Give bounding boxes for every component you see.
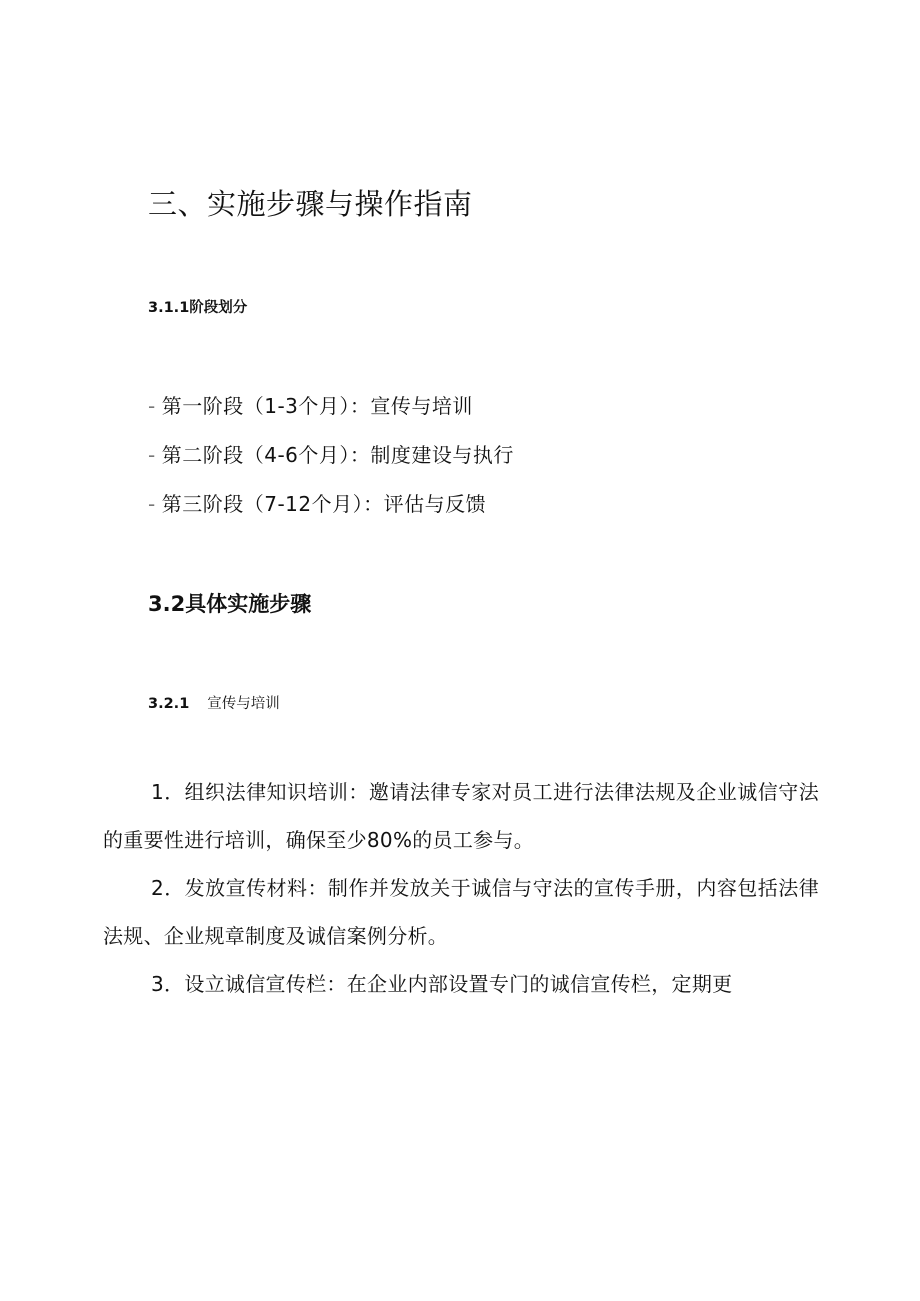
subsection-number: 3.2.1	[148, 696, 190, 712]
list-dash: -	[148, 443, 156, 467]
subsection-3-1-1-heading: 3.1.1阶段划分	[148, 300, 248, 316]
list-dash: -	[148, 394, 156, 418]
phase-text: 第一阶段（1-3个月）：宣传与培训	[161, 394, 473, 418]
paragraph-1: 1．组织法律知识培训：邀请法律专家对员工进行法律法规及企业诚信守法的重要性进行培训，确保至少80%的员工参与。	[103, 780, 819, 852]
section-title: 三、实施步骤与操作指南	[148, 187, 473, 221]
phase-item-1	[148, 390, 473, 419]
phase-item-2	[148, 439, 514, 468]
subsection-title: 宣传与培训	[207, 696, 280, 712]
subsection-3-2-heading: 3.2具体实施步骤	[148, 592, 312, 616]
paragraph-3: 3．设立诚信宣传栏：在企业内部设置专门的诚信宣传栏，定期更	[151, 972, 733, 996]
phase-text: 第二阶段（4-6个月）：制度建设与执行	[161, 443, 514, 467]
list-dash: -	[148, 492, 156, 516]
phase-text: 第三阶段（7-12个月）：评估与反馈	[161, 492, 487, 516]
subsection-3-2-1-heading	[148, 692, 280, 713]
paragraph-2: 2．发放宣传材料：制作并发放关于诚信与守法的宣传手册，内容包括法律法规、企业规章制度及诚信案例分析。	[103, 876, 819, 948]
phase-item-3	[148, 488, 486, 517]
